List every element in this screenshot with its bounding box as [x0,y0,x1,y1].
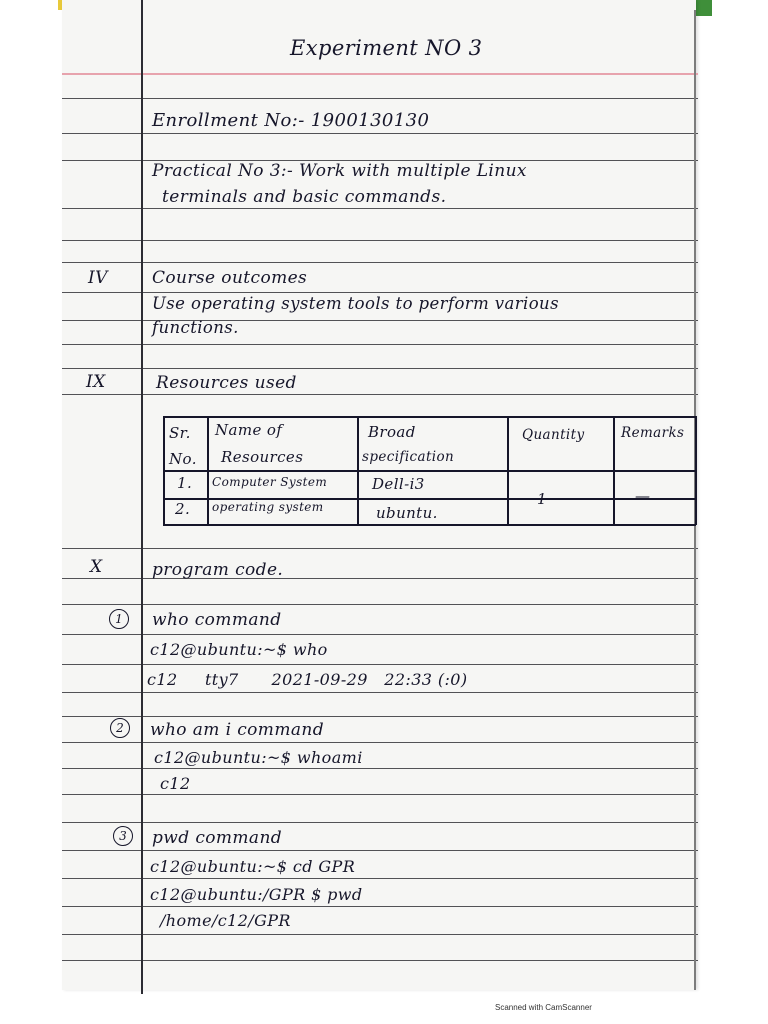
rule [62,794,698,795]
table-col-line [613,416,615,525]
table-col-line [357,416,359,525]
program-code-heading: program code. [152,560,284,580]
table-header-name-2: Resources [221,448,304,466]
table-row-2-name: operating system [212,500,324,514]
rule [62,368,698,369]
rule [62,548,698,549]
command-1-title: who command [152,610,282,630]
table-row-2-spec: ubuntu. [376,504,438,522]
command-2-line-1: c12@ubuntu:~$ whoami [154,748,363,767]
table-border-top [163,416,696,418]
practical-line-1: Practical No 3:- Work with multiple Linux [152,161,527,181]
course-outcome-line-2: functions. [152,318,239,337]
rule [62,768,698,769]
rule [62,960,698,961]
rule [62,742,698,743]
table-header-quantity: Quantity [522,427,585,443]
rule [62,344,698,345]
command-3-line-3: /home/c12/GPR [160,911,291,930]
rule [62,634,698,635]
rule [62,292,698,293]
table-row-1-spec: Dell-i3 [372,475,425,493]
scanner-watermark: Scanned with CamScanner [495,1003,592,1012]
section-roman-iv: IV [88,268,108,288]
rule [62,850,698,851]
rule [62,906,698,907]
rule [62,692,698,693]
margin-line [141,0,143,994]
rule [62,604,698,605]
command-1-line-1: c12@ubuntu:~$ who [150,640,328,659]
table-col-line [163,416,165,525]
command-3-title: pwd command [152,828,283,848]
table-header-sr-1: Sr. [169,424,191,442]
rule [62,822,698,823]
table-row-1-sr: 1. [177,474,193,492]
page-title: Experiment NO 3 [290,36,483,60]
table-row-1-quantity: 1 [537,490,547,508]
rule [62,716,698,717]
rule [62,394,698,395]
rule [62,133,698,134]
command-2-title: who am i command [150,720,325,740]
table-row-1-remarks: — [635,487,651,505]
table-header-remarks: Remarks [621,425,685,441]
table-header-spec-1: Broad [368,423,416,441]
rule [62,878,698,879]
rule [62,664,698,665]
command-3-line-2: c12@ubuntu:/GPR $ pwd [150,885,363,904]
rule [62,240,698,241]
course-outcome-line-1: Use operating system tools to perform various [152,294,559,313]
section-roman-x: X [90,557,103,577]
section-roman-ix: IX [86,372,106,392]
table-header-name-1: Name of [215,421,283,439]
rule [62,262,698,263]
table-col-line [507,416,509,525]
rule [62,208,698,209]
table-col-line [207,416,209,525]
command-number-1: 1 [109,609,129,629]
command-2-line-2: c12 [160,774,191,793]
table-col-line [695,416,697,525]
command-1-line-2: c12 tty7 2021-09-29 22:33 (:0) [147,670,468,689]
command-number-2: 2 [110,718,130,738]
practical-line-2: terminals and basic commands. [162,187,447,207]
resources-heading: Resources used [156,373,297,393]
course-outcomes-heading: Course outcomes [152,268,308,288]
rule [62,934,698,935]
command-3-line-1: c12@ubuntu:~$ cd GPR [150,857,356,876]
table-row-2-sr: 2. [175,500,191,518]
table-header-sr-2: No. [169,450,197,468]
table-border-header [163,470,696,472]
table-row-1-name: Computer System [212,475,328,489]
table-border-bottom [163,524,696,526]
enrollment-number: Enrollment No:- 1900130130 [152,110,430,131]
command-number-3: 3 [113,826,133,846]
rule [62,98,698,99]
header-rule [62,73,698,75]
table-header-spec-2: specification [362,449,455,465]
